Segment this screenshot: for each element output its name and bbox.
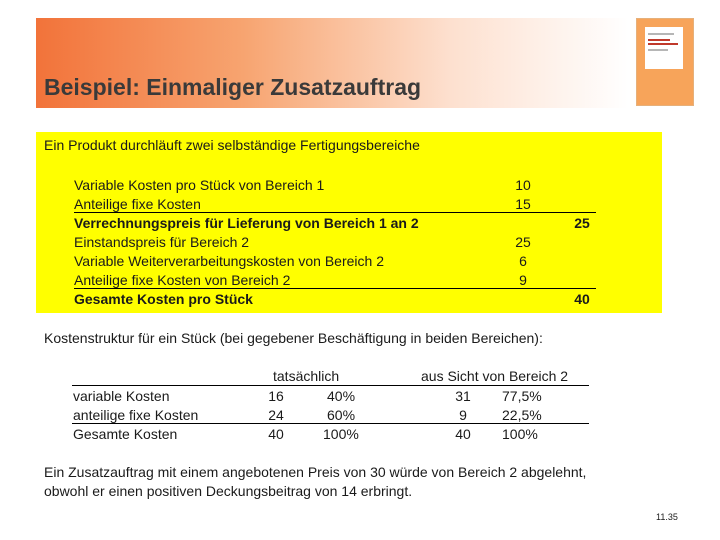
calc-label-variable-cost-b1: Variable Kosten pro Stück von Bereich 1 — [74, 177, 325, 193]
table-cell-actual-value: 40 — [268, 426, 284, 442]
table-cell-b2-pct: 77,5% — [502, 388, 542, 404]
calc-label-total-cost: Gesamte Kosten pro Stück — [74, 291, 253, 307]
table-cell-b2-pct: 100% — [502, 426, 538, 442]
table-bottom-rule — [72, 423, 589, 424]
table-cell-b2-value: 31 — [455, 388, 471, 404]
conclusion-text: Ein Zusatzauftrag mit einem angebotenen Preis von 30 würde von Bereich 2 abgelehnt, obwohl er einen positiven Deckungsbeitrag von 14 erbringt. — [44, 464, 587, 499]
column-header-b2-view: aus Sicht von Bereich 2 — [421, 368, 569, 384]
calc-value-variable-cost-b1: 10 — [515, 177, 531, 193]
calc-label-fixed-cost-b2: Anteilige fixe Kosten von Bereich 2 — [74, 272, 291, 288]
calc-value-total-cost: 40 — [574, 291, 590, 307]
calc-label-purchase-price-b2: Einstandspreis für Bereich 2 — [74, 234, 250, 250]
page-title: Beispiel: Einmaliger Zusatzauftrag — [44, 74, 422, 100]
table-row-label: anteilige fixe Kosten — [73, 407, 199, 423]
table-cell-actual-pct: 40% — [327, 388, 356, 404]
table-cell-actual-value: 24 — [268, 407, 284, 423]
table-row-label: Gesamte Kosten — [73, 426, 178, 442]
table-cell-actual-value: 16 — [268, 388, 284, 404]
calc-value-purchase-price-b2: 25 — [515, 234, 531, 250]
intro-text: Ein Produkt durchläuft zwei selbständige Fertigungsbereiche — [44, 137, 420, 153]
table-cell-b2-value: 40 — [455, 426, 471, 442]
book-cover-image — [636, 18, 694, 106]
table-top-rule — [72, 385, 589, 386]
calc-label-processing-cost-b2: Variable Weiterverarbeitungskosten von Bereich 2 — [74, 253, 384, 269]
divider-line — [74, 288, 596, 289]
table-row-label: variable Kosten — [73, 388, 170, 404]
page-number: 11.35 — [656, 512, 678, 522]
calc-value-processing-cost-b2: 6 — [519, 253, 527, 269]
calc-value-fixed-cost-b2: 9 — [519, 272, 527, 288]
divider-line — [74, 212, 596, 213]
calc-value-fixed-cost-b1: 15 — [515, 196, 531, 212]
calc-label-transfer-price: Verrechnungspreis für Lieferung von Bereich 1 an 2 — [74, 215, 419, 231]
calc-value-transfer-price: 25 — [574, 215, 590, 231]
column-header-actual: tatsächlich — [273, 368, 340, 384]
table-cell-actual-pct: 100% — [323, 426, 359, 442]
calc-label-fixed-cost-b1: Anteilige fixe Kosten — [74, 196, 201, 212]
table-cell-actual-pct: 60% — [327, 407, 356, 423]
book-cover-label — [645, 27, 683, 69]
table-cell-b2-pct: 22,5% — [502, 407, 542, 423]
structure-heading: Kostenstruktur für ein Stück (bei gegebener Beschäftigung in beiden Bereichen): — [44, 330, 543, 346]
table-cell-b2-value: 9 — [459, 407, 467, 423]
